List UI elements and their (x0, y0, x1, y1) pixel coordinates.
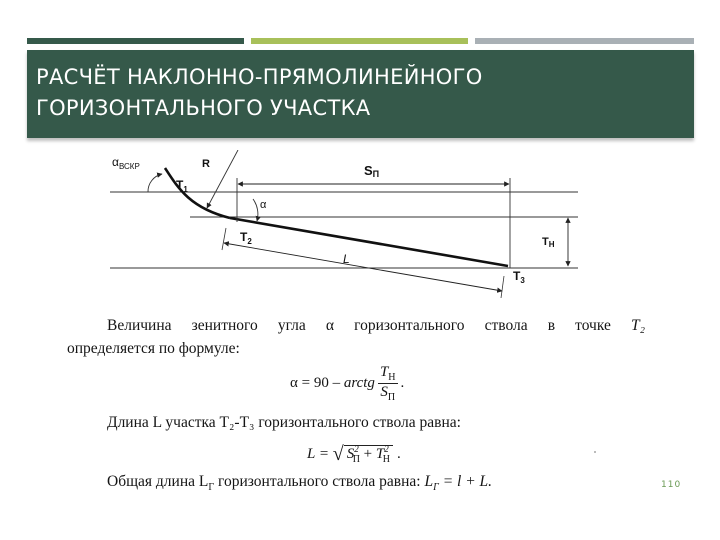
well-curve-T1-T2 (165, 168, 230, 218)
paragraph-zenith-angle-line2: определяется по формуле: (67, 340, 240, 357)
label-T1: $T_1$ (176, 178, 188, 194)
accent-bar-gray (475, 38, 694, 44)
label-S: SП (364, 163, 380, 179)
extension-line-L-start (222, 228, 226, 250)
word: ствола (484, 317, 528, 334)
word: угла (277, 317, 306, 334)
paragraph-length-L: Длина L участка T₂-T₃ горизонтального ствола равна: (107, 414, 461, 431)
alpha-vskr-arc (148, 174, 162, 192)
well-diagram (110, 150, 600, 310)
radius-line (207, 150, 238, 208)
word: Величина (107, 317, 172, 334)
label-R: R (202, 158, 210, 170)
label-T3: $T_3$ (513, 269, 525, 285)
label-L: L (343, 252, 350, 266)
paragraph-zenith-angle-line1 (107, 317, 645, 335)
label-alpha: α (260, 199, 267, 211)
paragraph-total-length: Общая длина $L_Г$ горизонтального ствола равна: $L_Г = l + L$. (107, 473, 493, 494)
formula-L: L = √ $S^2_П + T^2_Н$ . (307, 443, 401, 465)
well-section-T2-T3 (230, 218, 508, 266)
accent-bar-green (251, 38, 468, 44)
label-alpha-vskr: $\alpha_{ВСКР}$ (112, 155, 140, 171)
label-T2: $T_2$ (240, 230, 252, 246)
alpha-arc (253, 199, 258, 221)
title-banner (27, 50, 694, 138)
word: точке (575, 317, 611, 334)
word: T₂ (630, 317, 645, 334)
word: α (325, 317, 334, 334)
word: горизонтального (354, 317, 465, 334)
dimension-L (224, 243, 502, 291)
accent-bar-dark (27, 38, 244, 44)
formula-alpha: α = 90 – arctg $\frac{T_Н}{S_П}$ . (290, 364, 405, 403)
slide-title: РАСЧЁТ НАКЛОННО-ПРЯМОЛИНЕЙНОГО ГОРИЗОНТАЛЬНОГО УЧАСТКА (36, 65, 483, 120)
page-number: 110 (661, 480, 682, 490)
word: в (547, 317, 556, 334)
extension-line-L-end (501, 276, 504, 298)
stray-dot (594, 451, 596, 453)
word: зенитного (191, 317, 258, 334)
label-TH: ТН (542, 236, 555, 249)
